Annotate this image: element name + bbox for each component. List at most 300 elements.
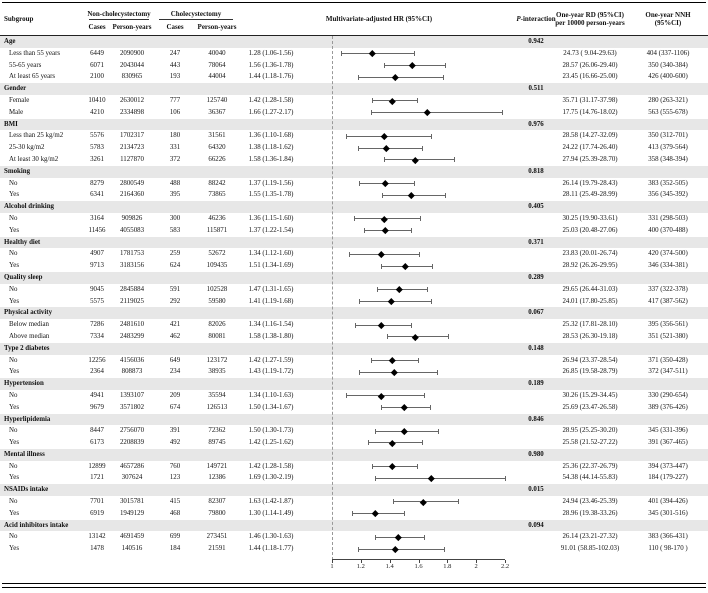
- nnh-cell: 400 (370-488): [648, 226, 688, 234]
- subgroup-cell: 55-65 years: [9, 61, 42, 69]
- nnh-cell: [628, 201, 708, 213]
- rd-cell: [552, 307, 628, 319]
- nc-person-years-cell: 4691459: [119, 533, 145, 541]
- hr-value-cell: 1.41 (1.19-1.68): [248, 297, 294, 305]
- rd-cell: [552, 343, 628, 355]
- c-cases-cell: [154, 343, 196, 355]
- rd-cell: [552, 414, 628, 426]
- nc-cases-cell: 4907: [90, 250, 104, 258]
- nc-person-years-cell: 4657286: [119, 462, 145, 470]
- nnh-cell: 426 (400-600): [648, 73, 688, 81]
- subgroup-cell: No: [9, 356, 18, 364]
- rd-cell: 17.75 (14.76-18.02): [562, 108, 618, 116]
- subgroup-cell: Yes: [9, 226, 20, 234]
- subgroup-cell: Female: [9, 96, 30, 104]
- p-interaction-cell: [520, 496, 552, 508]
- table-row: [0, 461, 708, 473]
- hr-value-cell: [238, 272, 304, 284]
- c-cases-cell: 443: [169, 61, 181, 69]
- hr-value-cell: 1.50 (1.30-1.73): [248, 427, 294, 435]
- nc-cases-cell: 6341: [90, 191, 104, 199]
- forest-plot-cell: [304, 496, 520, 508]
- p-interaction-cell: [520, 296, 552, 308]
- c-cases-cell: 699: [169, 533, 181, 541]
- table-row: [0, 496, 708, 508]
- nc-cases-cell: 6919: [90, 509, 104, 517]
- subgroup-cell: Alcohol drinking: [4, 203, 54, 211]
- nnh-cell: 395 (356-561): [648, 321, 688, 329]
- hr-value-cell: 1.36 (1.10-1.68): [248, 132, 294, 140]
- forest-plot-cell: [304, 425, 520, 437]
- rd-cell: 24.01 (17.80-25.85): [562, 297, 618, 305]
- c-person-years-cell: 115871: [206, 226, 228, 234]
- nc-person-years-cell: 3015781: [119, 498, 145, 506]
- c-cases-cell: 292: [169, 297, 181, 305]
- ci-whisker: [346, 393, 424, 398]
- subgroup-cell: Yes: [9, 297, 20, 305]
- nnh-cell: 358 (348-394): [648, 155, 688, 163]
- nc-person-years-cell: [110, 484, 154, 496]
- nc-person-years-cell: 2164360: [119, 191, 145, 199]
- nc-cases-cell: [84, 83, 110, 95]
- table-row: [0, 237, 708, 249]
- nc-person-years-cell: [110, 272, 154, 284]
- nnh-cell: [628, 307, 708, 319]
- nnh-cell: [628, 83, 708, 95]
- p-interaction-cell: [520, 402, 552, 414]
- nc-person-years-cell: 909826: [121, 214, 143, 222]
- nnh-cell: [628, 414, 708, 426]
- subgroup-cell: Acid inhibitors intake: [4, 521, 69, 529]
- p-interaction-cell: [520, 248, 552, 260]
- forest-plot-cell: [304, 331, 520, 343]
- nc-person-years-cell: 1127870: [120, 155, 144, 163]
- x-axis-tick-label: 2.2: [500, 563, 510, 570]
- hr-value-cell: 1.42 (1.25-1.62): [248, 439, 294, 447]
- bottom-rule-1: [2, 583, 706, 584]
- hr-value-cell: 1.36 (1.15-1.60): [248, 214, 294, 222]
- nnh-cell: 383 (366-431): [648, 533, 688, 541]
- table-row: [0, 425, 708, 437]
- rd-cell: 28.95 (25.25-30.20): [562, 427, 618, 435]
- forest-plot-cell: [304, 225, 520, 237]
- nnh-cell: [628, 119, 708, 131]
- nnh-cell: 351 (521-380): [648, 332, 688, 340]
- nc-cases-cell: 3164: [90, 214, 104, 222]
- hr-header: Multivariate-adjusted HR (95%CI): [325, 14, 433, 23]
- rd-cell: [552, 166, 628, 178]
- hr-value-cell: 1.46 (1.30-1.63): [248, 533, 294, 541]
- c-cases-cell: 468: [169, 509, 181, 517]
- nnh-cell: [628, 378, 708, 390]
- forest-plot-cell: [304, 248, 520, 260]
- nc-person-years-cell: 830965: [121, 73, 143, 81]
- nc-cases-cell: 6173: [90, 439, 104, 447]
- c-cases-cell: 462: [169, 332, 181, 340]
- rd-cell: 35.71 (31.17-37.98): [562, 96, 618, 104]
- nnh-cell: [628, 272, 708, 284]
- nc-person-years-cell: 2481610: [119, 321, 145, 329]
- nc-person-years-cell: 1702317: [119, 132, 145, 140]
- c-person-years-cell: [196, 119, 238, 131]
- nc-cases-cell: [84, 201, 110, 213]
- p-interaction-cell: [520, 178, 552, 190]
- subgroup-cell: Yes: [9, 439, 20, 447]
- rd-cell: 25.32 (17.81-28.10): [562, 321, 618, 329]
- c-cases-cell: 421: [169, 321, 181, 329]
- c-cases-cell: 591: [169, 285, 181, 293]
- nc-person-years-cell: 2090900: [119, 49, 145, 57]
- c-cases-cell: 180: [169, 132, 181, 140]
- forest-plot-cell: [304, 71, 520, 83]
- p-interaction-cell: 0.189: [528, 380, 544, 388]
- nc-person-years-cell: 2800549: [119, 179, 145, 187]
- rd-cell: 54.38 (44.14-55.83): [562, 474, 618, 482]
- table-row: [0, 201, 708, 213]
- p-interaction-cell: [520, 355, 552, 367]
- hr-value-cell: [238, 520, 304, 532]
- c-person-years-cell: 149721: [206, 462, 228, 470]
- c-cases-cell: 331: [169, 144, 181, 152]
- rd-cell: [552, 520, 628, 532]
- rd-cell: 25.03 (20.48-27.06): [562, 226, 618, 234]
- c-person-years-cell: 44004: [208, 73, 226, 81]
- subgroup-cell: No: [9, 427, 18, 435]
- p-interaction-cell: 0.067: [528, 309, 544, 317]
- c-cases-cell: [154, 307, 196, 319]
- x-axis-tick-label: 1.2: [356, 563, 365, 570]
- p-interaction-cell: 0.976: [528, 120, 544, 128]
- nc-person-years-cell: 2208839: [119, 439, 145, 447]
- c-person-years-cell: [196, 307, 238, 319]
- c-cases-cell: 209: [169, 391, 181, 399]
- p-interaction-cell: [520, 95, 552, 107]
- table-row: [0, 331, 708, 343]
- rd-cell: 28.58 (14.27-32.09): [562, 132, 618, 140]
- c-cases-cell: [154, 414, 196, 426]
- hr-value-cell: [238, 484, 304, 496]
- ci-whisker: [359, 299, 432, 304]
- table-row: [0, 437, 708, 449]
- c-cases-cell: 184: [169, 545, 181, 553]
- nc-cases-cell: 1478: [90, 545, 104, 553]
- c-cases-cell: 123: [169, 474, 181, 482]
- c-person-years-cell: [196, 36, 238, 48]
- hr-value-cell: 1.51 (1.34-1.69): [248, 262, 294, 270]
- c-cases-cell: 259: [169, 250, 181, 258]
- hr-value-cell: 1.37 (1.19-1.56): [248, 179, 294, 187]
- hr-value-cell: 1.50 (1.34-1.67): [248, 403, 294, 411]
- c-person-years-cell: [196, 484, 238, 496]
- c-cases-cell: [154, 484, 196, 496]
- nc-cases-cell: 3261: [90, 155, 104, 163]
- nc-person-years-cell: 4156036: [119, 356, 145, 364]
- p-interaction-cell: [520, 130, 552, 142]
- hr-value-cell: [238, 307, 304, 319]
- hr-value-cell: 1.42 (1.27-1.59): [248, 356, 294, 364]
- table-row: [0, 119, 708, 131]
- rd-cell: 28.57 (26.06-29.40): [562, 61, 618, 69]
- ci-whisker: [371, 110, 503, 115]
- c-person-years-cell: [196, 201, 238, 213]
- nnh-cell: [628, 166, 708, 178]
- c-cases-header: Cases: [166, 23, 184, 32]
- table-row: [0, 366, 708, 378]
- nc-cases-cell: 8279: [90, 179, 104, 187]
- c-person-years-cell: 82026: [208, 321, 226, 329]
- nc-person-years-cell: 2630012: [119, 96, 145, 104]
- ci-whisker: [384, 157, 455, 162]
- hr-value-cell: [238, 378, 304, 390]
- x-axis-tick-label: 1.6: [414, 563, 423, 570]
- nnh-cell: 331 (298-503): [648, 214, 688, 222]
- rd-cell: 30.25 (19.90-33.61): [562, 214, 618, 222]
- table-row: [0, 142, 708, 154]
- c-person-years-cell: [196, 520, 238, 532]
- nc-cases-cell: 9679: [90, 403, 104, 411]
- subgroup-header: Subgroup: [4, 14, 34, 23]
- forest-plot-cell: [304, 366, 520, 378]
- reference-line: [332, 36, 333, 560]
- nnh-cell: 337 (322-378): [648, 285, 688, 293]
- p-interaction-cell: [520, 319, 552, 331]
- x-axis-tick-label: 2: [474, 563, 478, 570]
- c-person-years-cell: 52672: [208, 250, 226, 258]
- rd-cell: 24.73 ( 9.04-29.63): [563, 49, 617, 57]
- non-cholecystectomy-group-header: Non-cholecystectomy: [89, 6, 149, 20]
- subgroup-cell: 25-30 kg/m2: [9, 144, 45, 152]
- subgroup-cell: Smoking: [4, 167, 31, 175]
- p-interaction-cell: 0.289: [528, 273, 544, 281]
- table-row: [0, 60, 708, 72]
- nc-person-years-cell: [110, 343, 154, 355]
- c-person-years-cell: 82307: [208, 498, 226, 506]
- nc-person-years-cell: 4055083: [119, 226, 145, 234]
- subgroup-cell: Yes: [9, 262, 20, 270]
- p-interaction-cell: [520, 154, 552, 166]
- p-interaction-cell: 0.371: [528, 238, 544, 246]
- p-interaction-cell: [520, 71, 552, 83]
- table-row: [0, 543, 708, 555]
- c-cases-cell: 391: [169, 427, 181, 435]
- subgroup-cell: Hyperlipidemia: [4, 415, 51, 423]
- c-cases-cell: [154, 36, 196, 48]
- p-interaction-cell: [520, 425, 552, 437]
- rd-cell: 24.22 (17.74-26.40): [562, 144, 618, 152]
- c-person-years-cell: 12386: [208, 474, 226, 482]
- nc-cases-cell: [84, 36, 110, 48]
- table-row: [0, 390, 708, 402]
- table-row: [0, 284, 708, 296]
- table-row: [0, 378, 708, 390]
- c-cases-cell: [154, 237, 196, 249]
- nnh-cell: 350 (312-701): [648, 132, 688, 140]
- rd-cell: 28.11 (25.49-28.99): [562, 191, 618, 199]
- rd-cell: [552, 449, 628, 461]
- subgroup-cell: Yes: [9, 191, 20, 199]
- hr-value-cell: [238, 166, 304, 178]
- hr-value-cell: 1.34 (1.16-1.54): [248, 321, 294, 329]
- nc-cases-cell: 8447: [90, 427, 104, 435]
- nc-person-years-cell: 2119025: [120, 297, 144, 305]
- rd-header: One-year RD (95%CI) per 10000 person-years: [555, 10, 625, 27]
- c-person-years-cell: 64320: [208, 144, 226, 152]
- subgroup-cell: Mental illness: [4, 450, 45, 458]
- ci-whisker: [352, 511, 404, 516]
- hr-value-cell: 1.44 (1.18-1.77): [248, 545, 294, 553]
- forest-plot-cell: [304, 472, 520, 484]
- nc-person-years-cell: 140516: [121, 545, 143, 553]
- p-interaction-cell: 0.511: [528, 85, 544, 93]
- c-cases-cell: 193: [169, 73, 181, 81]
- nc-cases-cell: [84, 520, 110, 532]
- nnh-cell: 394 (373-447): [648, 462, 688, 470]
- c-person-years-cell: [196, 414, 238, 426]
- c-person-years-cell: 80081: [208, 332, 226, 340]
- c-person-years-cell: 79800: [208, 509, 226, 517]
- rd-cell: 25.69 (23.47-26.58): [562, 403, 618, 411]
- c-person-years-cell: 40040: [208, 49, 226, 57]
- forest-plot-cell: [304, 272, 520, 284]
- p-interaction-cell: [520, 142, 552, 154]
- c-person-years-cell: 102528: [206, 285, 228, 293]
- rd-cell: 23.83 (20.01-26.74): [562, 250, 618, 258]
- forest-plot-cell: [304, 484, 520, 496]
- nc-cases-cell: [84, 484, 110, 496]
- ci-whisker: [346, 134, 432, 139]
- nc-cases-cell: [84, 449, 110, 461]
- nc-cases-cell: 2100: [90, 73, 104, 81]
- nnh-cell: [628, 36, 708, 48]
- c-cases-cell: 760: [169, 462, 181, 470]
- forest-plot-cell: [304, 319, 520, 331]
- p-interaction-cell: [520, 390, 552, 402]
- nc-person-years-cell: [110, 520, 154, 532]
- c-cases-cell: [154, 119, 196, 131]
- c-cases-cell: 106: [169, 108, 181, 116]
- rd-cell: [552, 36, 628, 48]
- forest-plot-cell: [304, 402, 520, 414]
- rd-cell: 26.14 (19.79-28.43): [562, 179, 618, 187]
- nnh-cell: 383 (352-505): [648, 179, 688, 187]
- nc-person-years-cell: [110, 307, 154, 319]
- table-row: [0, 248, 708, 260]
- nc-cases-cell: 6449: [90, 49, 104, 57]
- p-interaction-cell: 0.818: [528, 167, 544, 175]
- table-row: [0, 343, 708, 355]
- nnh-header: One-year NNH (95%CI): [645, 10, 691, 27]
- forest-plot-cell: [304, 390, 520, 402]
- p-interaction-cell: 0.405: [528, 203, 544, 211]
- table-row: [0, 48, 708, 60]
- c-person-years-cell: 126513: [206, 403, 228, 411]
- table-row: [0, 71, 708, 83]
- nnh-cell: 420 (374-500): [648, 250, 688, 258]
- forest-plot-cell: [304, 437, 520, 449]
- hr-value-cell: [238, 343, 304, 355]
- subgroup-cell: No: [9, 250, 18, 258]
- forest-plot-cell: [304, 343, 520, 355]
- nnh-cell: [628, 237, 708, 249]
- c-cases-cell: [154, 520, 196, 532]
- bottom-rule-2: [2, 587, 706, 588]
- nnh-cell: 350 (340-384): [648, 61, 688, 69]
- c-cases-cell: [154, 449, 196, 461]
- nc-person-years-cell: 2756070: [119, 427, 145, 435]
- c-cases-cell: 492: [169, 439, 181, 447]
- subgroup-cell: At least 30 kg/m2: [9, 155, 59, 163]
- nc-cases-cell: 7701: [90, 498, 104, 506]
- hr-value-cell: 1.42 (1.28-1.58): [248, 96, 294, 104]
- p-interaction-cell: [520, 189, 552, 201]
- rd-cell: 30.26 (15.29-34.45): [562, 391, 618, 399]
- c-cases-cell: 649: [169, 356, 181, 364]
- p-interaction-cell: [520, 543, 552, 555]
- nc-cases-cell: [84, 237, 110, 249]
- subgroup-cell: NSAIDs intake: [4, 486, 49, 494]
- table-row: [0, 472, 708, 484]
- p-interaction-cell: [520, 437, 552, 449]
- p-interaction-cell: 0.980: [528, 450, 544, 458]
- hr-value-cell: [238, 83, 304, 95]
- forest-plot-cell: [304, 260, 520, 272]
- c-person-years-cell: [196, 166, 238, 178]
- nnh-cell: 371 (350-428): [648, 356, 688, 364]
- nnh-cell: 110 ( 98-170 ): [648, 545, 688, 553]
- forest-plot-cell: [304, 60, 520, 72]
- subgroup-cell: No: [9, 285, 18, 293]
- nnh-cell: 404 (337-1106): [646, 49, 690, 57]
- hr-value-cell: [238, 201, 304, 213]
- nc-cases-cell: 11456: [88, 226, 106, 234]
- hr-value-cell: 1.37 (1.22-1.54): [248, 226, 294, 234]
- nc-cases-cell: 7286: [90, 321, 104, 329]
- c-person-years-cell: 66226: [208, 155, 226, 163]
- nc-person-years-cell: 808873: [121, 368, 143, 376]
- ci-whisker: [359, 370, 437, 375]
- nnh-cell: [628, 343, 708, 355]
- nc-cases-cell: [84, 343, 110, 355]
- c-person-years-cell: 78064: [208, 61, 226, 69]
- rd-cell: 28.96 (19.38-33.26): [562, 509, 618, 517]
- nc-person-years-cell: [110, 449, 154, 461]
- table-row: [0, 402, 708, 414]
- nc-cases-cell: [84, 166, 110, 178]
- hr-value-cell: 1.34 (1.10-1.63): [248, 391, 294, 399]
- subgroup-cell: Hypertension: [4, 380, 44, 388]
- nc-person-years-cell: 3571802: [119, 403, 145, 411]
- nnh-cell: 372 (347-511): [648, 368, 688, 376]
- hr-value-cell: 1.44 (1.18-1.76): [248, 73, 294, 81]
- c-person-years-cell: 35594: [208, 391, 226, 399]
- hr-value-cell: [238, 449, 304, 461]
- forest-plot-cell: [304, 543, 520, 555]
- nc-person-years-cell: 1393107: [119, 391, 145, 399]
- nc-cases-cell: 10410: [88, 96, 106, 104]
- c-cases-cell: 674: [169, 403, 181, 411]
- subgroup-cell: Yes: [9, 509, 20, 517]
- table-row: [0, 520, 708, 532]
- nnh-cell: 330 (290-654): [648, 391, 688, 399]
- x-axis: [0, 555, 708, 579]
- table-row: [0, 296, 708, 308]
- ci-whisker: [358, 146, 423, 151]
- table-row: [0, 154, 708, 166]
- p-interaction-cell: 0.846: [528, 415, 544, 423]
- c-person-years-header: Person-years: [197, 23, 237, 32]
- nc-cases-cell: [84, 414, 110, 426]
- p-interaction-cell: 0.015: [528, 486, 544, 494]
